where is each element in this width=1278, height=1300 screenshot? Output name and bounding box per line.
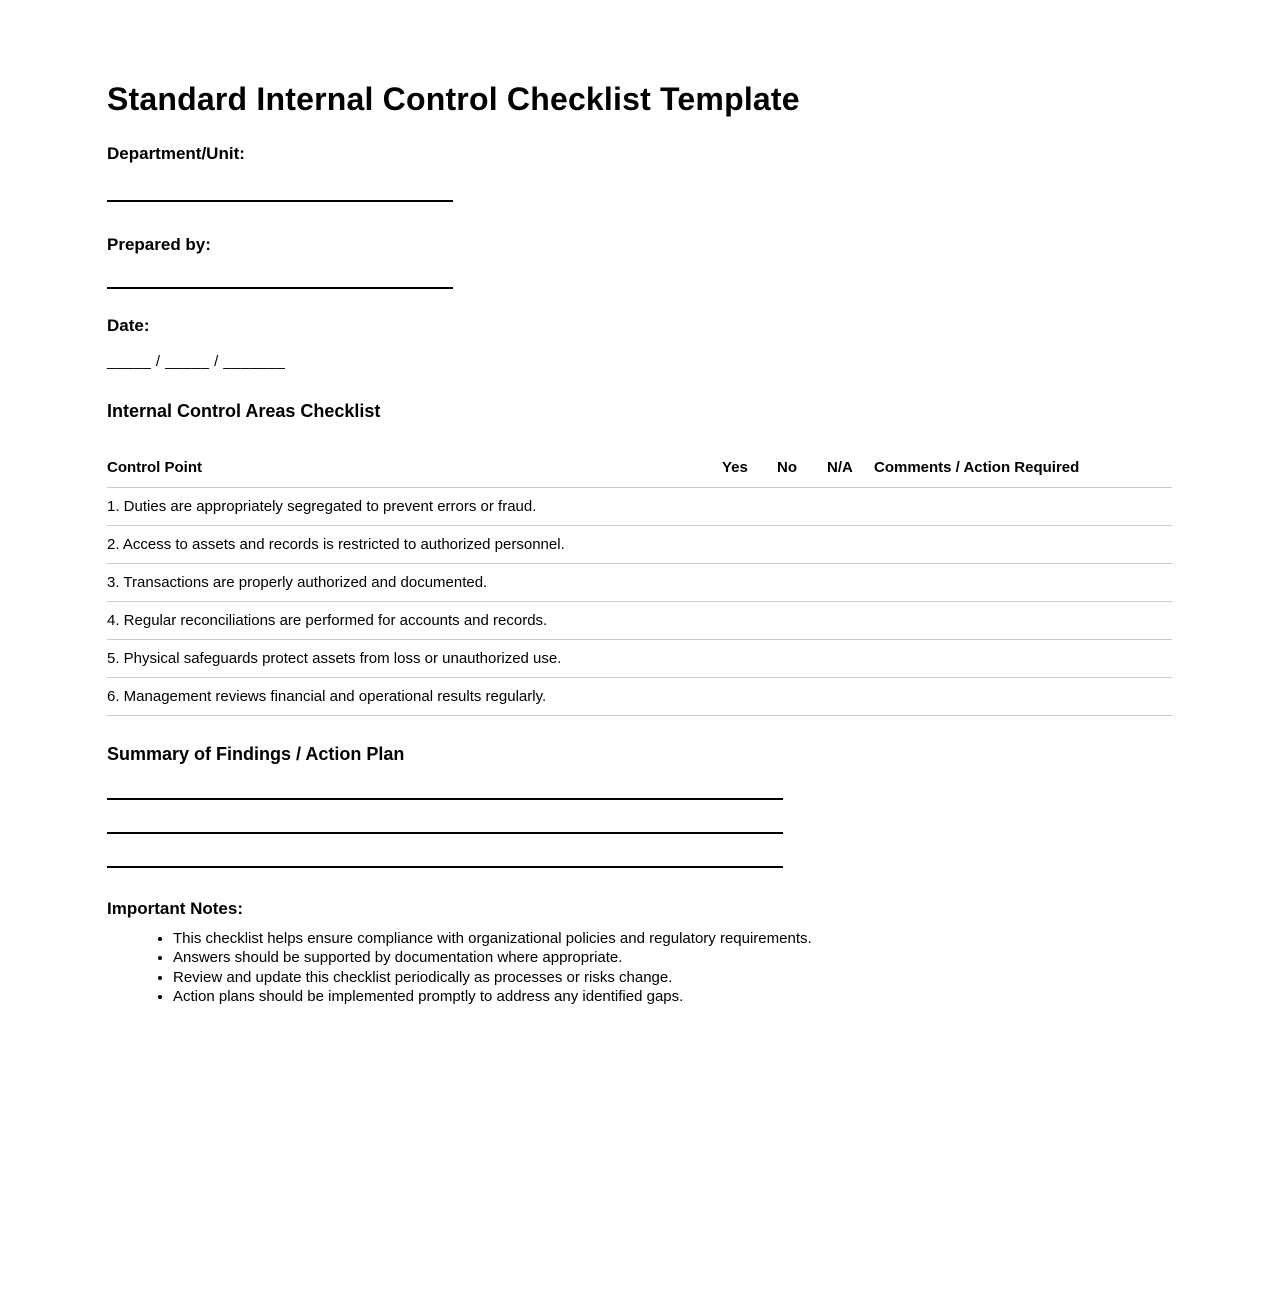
yes-cell [722, 677, 777, 715]
checklist-section-heading: Internal Control Areas Checklist [107, 401, 381, 421]
no-cell [777, 487, 827, 525]
comments-cell [874, 525, 1172, 563]
table-row [107, 487, 1172, 525]
control-point-cell: 3. Transactions are properly authorized and documented. [107, 563, 722, 601]
table-row [107, 639, 1172, 677]
comments-cell [874, 487, 1172, 525]
prepared-by-blank-line [107, 287, 453, 289]
important-notes-list [107, 929, 1172, 1007]
table-row [107, 677, 1172, 715]
department-unit-blank-line [107, 200, 453, 202]
checklist-table [107, 448, 1172, 716]
note-item: • Review and update this checklist periodically as processes or risks change. [173, 968, 1172, 988]
prepared-by-label: Prepared by: [107, 235, 211, 254]
summary-blank-line [107, 866, 783, 868]
no-cell [777, 677, 827, 715]
control-point-cell: 5. Physical safeguards protect assets from loss or unauthorized use. [107, 639, 722, 677]
control-point-cell: 2. Access to assets and records is restricted to authorized personnel. [107, 525, 722, 563]
control-point-cell: 1. Duties are appropriately segregated to prevent errors or fraud. [107, 487, 722, 525]
control-point-cell: 6. Management reviews financial and operational results regularly. [107, 677, 722, 715]
summary-section-heading: Summary of Findings / Action Plan [107, 743, 405, 764]
comments-cell [874, 563, 1172, 601]
summary-blank-line [107, 798, 783, 800]
no-cell [777, 601, 827, 639]
date-label: Date: [107, 316, 150, 335]
na-cell [827, 677, 874, 715]
no-cell [777, 563, 827, 601]
department-unit-label: Department/Unit: [107, 144, 245, 163]
table-row [107, 601, 1172, 639]
yes-cell [722, 601, 777, 639]
summary-blank-line [107, 832, 783, 834]
note-item: • Answers should be supported by documentation where appropriate. [173, 948, 1172, 968]
no-cell [777, 639, 827, 677]
important-notes-heading: Important Notes: [107, 898, 243, 918]
column-header-yes: Yes [722, 448, 777, 487]
date-blank-line: _____ / _____ / _______ [107, 353, 286, 370]
comments-cell [874, 677, 1172, 715]
na-cell [827, 487, 874, 525]
document-content [107, 80, 1172, 1007]
comments-cell [874, 601, 1172, 639]
na-cell [827, 601, 874, 639]
na-cell [827, 639, 874, 677]
comments-cell [874, 639, 1172, 677]
note-item: • Action plans should be implemented promptly to address any identified gaps. [173, 987, 1172, 1007]
table-row [107, 525, 1172, 563]
na-cell [827, 563, 874, 601]
na-cell [827, 525, 874, 563]
column-header-control-point: Control Point [107, 448, 722, 487]
column-header-na: N/A [827, 448, 874, 487]
yes-cell [722, 525, 777, 563]
no-cell [777, 525, 827, 563]
column-header-comments: Comments / Action Required [874, 448, 1172, 487]
checklist-header-row [107, 448, 1172, 487]
note-item: • This checklist helps ensure compliance with organizational policies and regulatory requirements. [173, 929, 1172, 949]
yes-cell [722, 563, 777, 601]
yes-cell [722, 487, 777, 525]
column-header-no: No [777, 448, 827, 487]
table-row [107, 563, 1172, 601]
yes-cell [722, 639, 777, 677]
page-title: Standard Internal Control Checklist Template [107, 81, 800, 117]
control-point-cell: 4. Regular reconciliations are performed for accounts and records. [107, 601, 722, 639]
